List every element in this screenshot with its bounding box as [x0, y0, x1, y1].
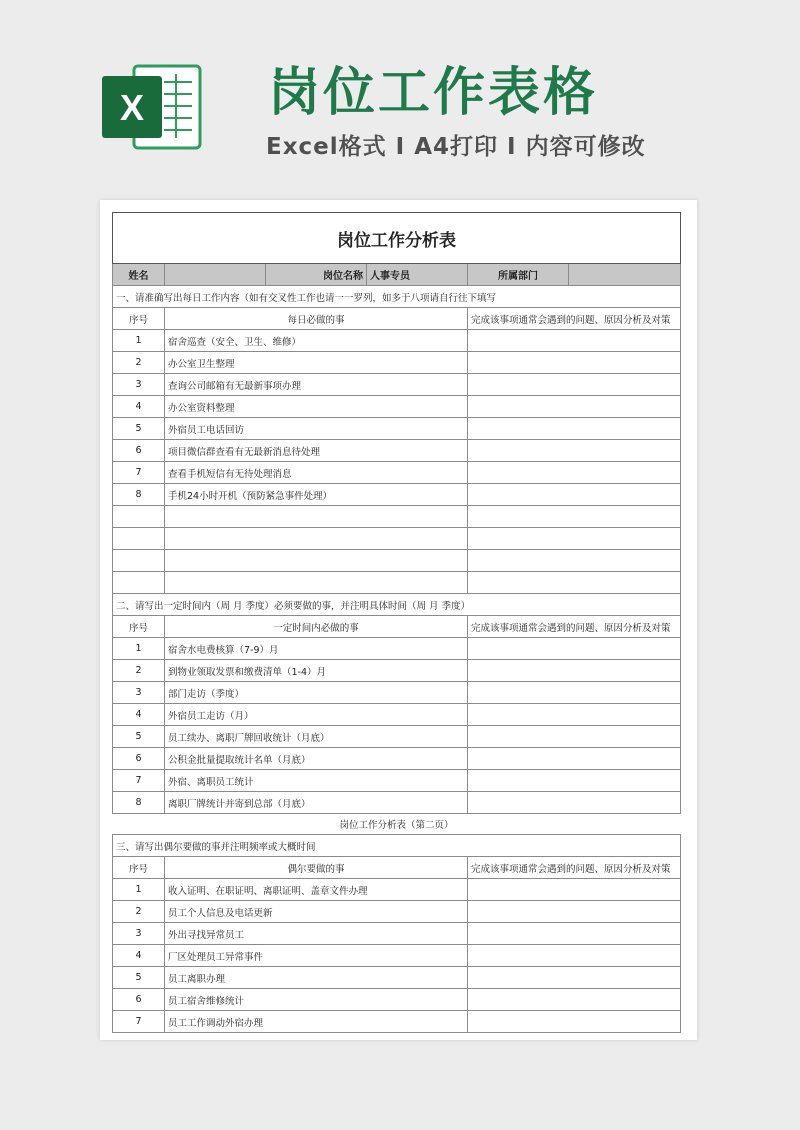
table-row — [113, 484, 681, 506]
row-task[interactable]: 员工个人信息及电话更新 — [165, 901, 468, 923]
row-no: 2 — [113, 352, 165, 374]
row-note[interactable] — [468, 572, 681, 594]
row-note[interactable] — [468, 660, 681, 682]
col-no-header: 序号 — [113, 857, 165, 879]
row-no: 3 — [113, 923, 165, 945]
row-no: 5 — [113, 967, 165, 989]
table-row — [113, 440, 681, 462]
row-no: 6 — [113, 748, 165, 770]
row-note[interactable] — [468, 770, 681, 792]
col-note-header: 完成该事项通常会遇到的问题、原因分析及对策 — [468, 308, 681, 330]
table-row — [113, 792, 681, 814]
row-note[interactable] — [468, 726, 681, 748]
row-task[interactable]: 宿舍巡查（安全、卫生、维修） — [165, 330, 468, 352]
row-no — [113, 528, 165, 550]
row-note[interactable] — [468, 879, 681, 901]
table-row — [113, 967, 681, 989]
row-no: 7 — [113, 1011, 165, 1033]
row-no: 5 — [113, 726, 165, 748]
row-no: 7 — [113, 462, 165, 484]
table-row — [113, 330, 681, 352]
section-column-header-row — [113, 857, 681, 879]
job-analysis-table — [112, 212, 681, 1033]
row-task[interactable]: 外出寻找异常员工 — [165, 923, 468, 945]
col-task-header: 每日必做的事 — [165, 308, 468, 330]
table-row — [113, 989, 681, 1011]
table-row — [113, 418, 681, 440]
excel-logo-letter: X — [119, 87, 145, 128]
row-no: 4 — [113, 704, 165, 726]
row-no: 1 — [113, 879, 165, 901]
dept-value[interactable] — [568, 264, 680, 285]
table-row — [113, 638, 681, 660]
sheet-title: 岗位工作分析表 — [113, 213, 681, 264]
row-no: 7 — [113, 770, 165, 792]
row-task[interactable]: 外宿、离职员工统计 — [165, 770, 468, 792]
row-task[interactable] — [165, 572, 468, 594]
sheet-title-row — [113, 213, 681, 264]
section-title: 一、请准确写出每日工作内容（如有交叉性工作也请一一罗列，如多于八项请自行往下填写 — [113, 286, 681, 308]
table-row — [113, 748, 681, 770]
row-task[interactable]: 办公室资料整理 — [165, 396, 468, 418]
row-no: 3 — [113, 374, 165, 396]
row-note[interactable] — [468, 484, 681, 506]
row-no — [113, 550, 165, 572]
row-note[interactable] — [468, 748, 681, 770]
post-label: 岗位名称 — [266, 264, 367, 286]
row-no: 2 — [113, 660, 165, 682]
table-row — [113, 726, 681, 748]
row-no: 4 — [113, 396, 165, 418]
row-note[interactable] — [468, 440, 681, 462]
row-task[interactable] — [165, 528, 468, 550]
row-task[interactable]: 收入证明、在职证明、离职证明、盖章文件办理 — [165, 879, 468, 901]
row-task[interactable]: 外宿员工电话回访 — [165, 418, 468, 440]
row-no: 6 — [113, 440, 165, 462]
row-no: 4 — [113, 945, 165, 967]
row-task[interactable]: 员工离职办理 — [165, 967, 468, 989]
row-note[interactable] — [468, 506, 681, 528]
row-task[interactable]: 办公室卫生整理 — [165, 352, 468, 374]
col-note-header: 完成该事项通常会遇到的问题、原因分析及对策 — [468, 616, 681, 638]
row-note[interactable] — [468, 989, 681, 1011]
section-column-header-row — [113, 616, 681, 638]
section-column-header-row — [113, 308, 681, 330]
row-task[interactable]: 部门走访（季度） — [165, 682, 468, 704]
table-row — [113, 879, 681, 901]
table-row — [113, 682, 681, 704]
row-note[interactable] — [468, 330, 681, 352]
row-note[interactable] — [468, 704, 681, 726]
table-row — [113, 770, 681, 792]
table-row — [113, 352, 681, 374]
col-note-header: 完成该事项通常会遇到的问题、原因分析及对策 — [468, 857, 681, 879]
banner-title: 岗位工作表格 — [268, 63, 599, 123]
table-row — [113, 1011, 681, 1033]
row-note[interactable] — [468, 638, 681, 660]
row-task[interactable]: 宿舍水电费核算（7-9）月 — [165, 638, 468, 660]
col-task-header: 偶尔要做的事 — [165, 857, 468, 879]
post-value[interactable]: 人事专员 — [367, 264, 468, 286]
row-task[interactable]: 员工工作调动外宿办理 — [165, 1011, 468, 1033]
row-no — [113, 506, 165, 528]
col-no-header: 序号 — [113, 616, 165, 638]
row-note[interactable] — [468, 352, 681, 374]
row-no: 2 — [113, 901, 165, 923]
section-title-row — [113, 286, 681, 308]
table-row — [113, 945, 681, 967]
info-header-row — [113, 264, 681, 286]
row-task[interactable]: 员工宿舍维修统计 — [165, 989, 468, 1011]
row-note[interactable] — [468, 528, 681, 550]
row-task[interactable]: 手机24小时开机（预防紧急事件处理） — [165, 484, 468, 506]
spreadsheet-page — [100, 200, 697, 1040]
section-title: 二、请写出一定时间内（周 月 季度）必须要做的事，并注明具体时间（周 月 季度） — [113, 594, 681, 616]
row-task[interactable]: 员工续办、离职厂牌回收统计（月底） — [165, 726, 468, 748]
dept-label: 所属部门 — [498, 271, 538, 282]
table-row — [113, 506, 681, 528]
table-row — [113, 374, 681, 396]
row-no: 5 — [113, 418, 165, 440]
table-row — [113, 462, 681, 484]
table-row — [113, 396, 681, 418]
row-note[interactable] — [468, 945, 681, 967]
row-task[interactable]: 外宿员工走访（月） — [165, 704, 468, 726]
row-no: 3 — [113, 682, 165, 704]
row-task[interactable]: 查看手机短信有无待处理消息 — [165, 462, 468, 484]
row-note[interactable] — [468, 396, 681, 418]
row-note[interactable] — [468, 374, 681, 396]
row-note[interactable] — [468, 550, 681, 572]
section-title: 三、请写出偶尔要做的事并注明频率或大概时间 — [113, 835, 681, 857]
row-note[interactable] — [468, 923, 681, 945]
section-title-row — [113, 594, 681, 616]
row-task[interactable]: 离职厂牌统计并寄到总部（月底） — [165, 792, 468, 814]
page2-caption-row — [113, 814, 681, 835]
page2-caption: 岗位工作分析表（第二页） — [113, 814, 681, 835]
table-row — [113, 704, 681, 726]
table-row — [113, 660, 681, 682]
banner-subtitle: Excel格式 I A4打印 I 内容可修改 — [266, 134, 646, 160]
row-task[interactable] — [165, 550, 468, 572]
row-task[interactable] — [165, 506, 468, 528]
table-row — [113, 572, 681, 594]
row-note[interactable] — [468, 418, 681, 440]
row-no: 1 — [113, 638, 165, 660]
row-task[interactable]: 到物业领取发票和缴费清单（1-4）月 — [165, 660, 468, 682]
row-task[interactable]: 厂区处理员工异常事件 — [165, 945, 468, 967]
section-title-row — [113, 835, 681, 857]
row-note[interactable] — [468, 462, 681, 484]
banner — [0, 0, 800, 195]
row-task[interactable]: 公积金批量提取统计名单（月底） — [165, 748, 468, 770]
name-value[interactable] — [165, 264, 266, 286]
col-no-header: 序号 — [113, 308, 165, 330]
row-no: 6 — [113, 989, 165, 1011]
row-note[interactable] — [468, 682, 681, 704]
row-no: 8 — [113, 792, 165, 814]
row-note[interactable] — [468, 901, 681, 923]
row-note[interactable] — [468, 1011, 681, 1033]
row-note[interactable] — [468, 967, 681, 989]
table-row — [113, 901, 681, 923]
table-row — [113, 923, 681, 945]
row-no: 8 — [113, 484, 165, 506]
row-note[interactable] — [468, 792, 681, 814]
row-no: 1 — [113, 330, 165, 352]
row-task[interactable]: 查询公司邮箱有无最新事项办理 — [165, 374, 468, 396]
table-row — [113, 550, 681, 572]
row-no — [113, 572, 165, 594]
name-label: 姓名 — [113, 264, 165, 286]
excel-logo-icon — [100, 62, 204, 152]
table-row — [113, 528, 681, 550]
row-task[interactable]: 项目微信群查看有无最新消息待处理 — [165, 440, 468, 462]
col-task-header: 一定时间内必做的事 — [165, 616, 468, 638]
